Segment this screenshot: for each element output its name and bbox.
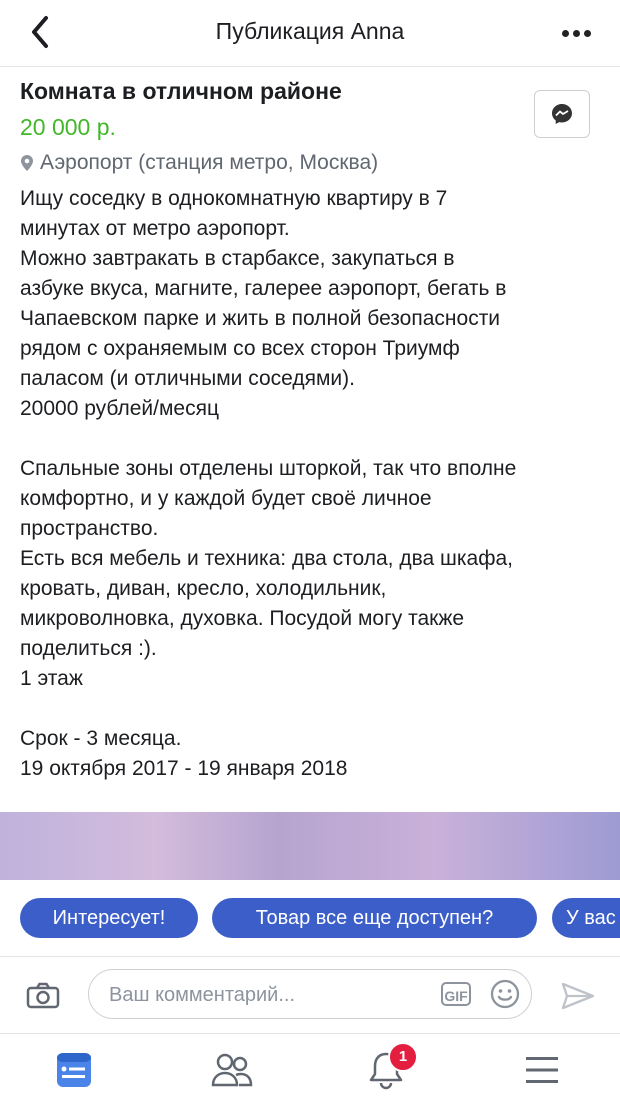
description-line: минутах от метро аэропорт. [20,217,290,240]
listing-price: 20 000 р. [20,114,116,140]
tab-menu[interactable] [520,1048,570,1092]
top-navigation-bar [0,0,620,67]
listing-location[interactable] [20,146,600,180]
tab-news-feed[interactable] [52,1048,102,1092]
messenger-icon [550,102,574,126]
friends-icon [208,1048,256,1092]
description-line: кровать, диван, кресло, холодильник, [20,577,387,600]
send-button[interactable] [560,981,596,1016]
listing-description [20,184,600,784]
quick-reply-chip[interactable]: Интересует! [20,898,198,938]
tab-friends[interactable] [208,1048,258,1092]
description-line: 1 этаж [20,667,83,690]
description-line: Чапаевском парке и жить в полной безопасности [20,307,501,330]
page-title: Публикация Anna [215,18,405,44]
tab-notifications[interactable] [364,1048,414,1092]
listing-details [20,74,600,784]
quick-replies [0,880,620,957]
notification-count-badge: 1 [388,1042,418,1072]
description-line: Спальные зоны отделены шторкой, так что вполне [20,457,517,480]
description-line: комфортно, и у каждой будет своё личное [20,487,432,510]
menu-icon [520,1048,564,1092]
camera-icon [26,981,60,1009]
emoji-button[interactable] [489,978,521,1015]
description-line: поделиться :). [20,637,157,660]
description-line: Есть вся мебель и техника: два стола, два шкафа, [20,547,514,570]
description-line: пространство. [20,517,159,540]
description-line [20,694,600,724]
description-line: Можно завтракать в старбаксе, закупаться в [20,247,455,270]
news-feed-icon [52,1048,96,1092]
camera-button[interactable] [26,981,60,1014]
comment-bar [0,957,620,1034]
bottom-tab-bar [0,1034,620,1107]
description-line: 19 октября 2017 - 19 января 2018 [20,757,348,780]
location-pin-icon [20,154,34,172]
message-seller-button[interactable] [534,90,590,138]
listing-location-text: Аэропорт (станция метро, Москва) [40,151,379,174]
description-line: паласом (и отличными соседями). [20,367,355,390]
description-line: Ищу соседку в однокомнатную квартиру в 7 [20,187,448,210]
listing-photo[interactable] [0,812,620,880]
description-line: рядом с охраняемым со всех сторон Триумф [20,337,460,360]
quick-reply-chip[interactable]: У вас [552,898,620,938]
smiley-icon [489,978,521,1010]
gif-button[interactable]: GIF [441,982,471,1006]
description-line [20,424,600,454]
description-line: Срок - 3 месяца. [20,727,182,750]
quick-reply-chip[interactable]: Товар все еще доступен? [212,898,537,938]
comment-input-box[interactable] [88,969,532,1019]
more-dots-icon [562,30,569,37]
description-line: азбуке вкуса, магните, галерее аэропорт, бегать в [20,277,507,300]
more-options-button[interactable] [562,24,602,40]
listing-title: Комната в отличном районе [20,78,342,104]
description-line: микроволновка, духовка. Посудой могу также [20,607,465,630]
send-icon [560,981,596,1011]
comment-input[interactable] [107,981,411,1009]
description-line: 20000 рублей/месяц [20,397,220,420]
